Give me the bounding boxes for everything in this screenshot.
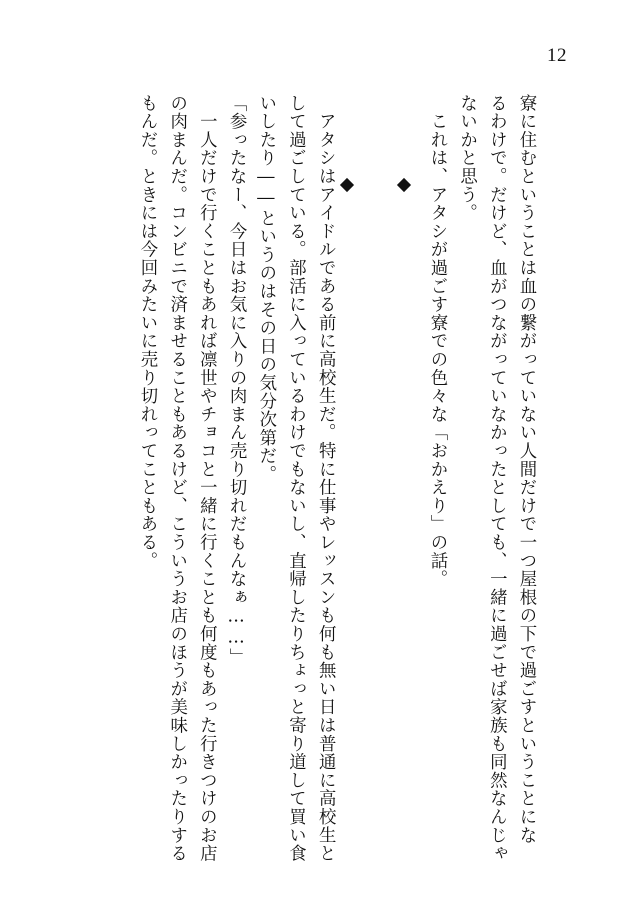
text-line: るわけで。だけど、血がつながっていなかったとしても、一緒に過ごせば家族も同然なんじゃ — [486, 94, 507, 863]
text-line: もんだ。ときには今回みたいに売り切れってこともある。 — [136, 94, 157, 570]
text-line: ないかと思う。 — [456, 94, 477, 223]
diamond-separator-icon — [397, 178, 411, 192]
text-line: 「参ったなー、今日はお気に入りの肉まん売り切れだもんなぁ……」 — [226, 94, 247, 667]
section-separator — [339, 94, 413, 854]
text-line: アタシはアイドルである前に高校生だ。特に仕事やレッスンも何も無い日は普通に高校生と — [315, 94, 336, 863]
text-line: して過ごしている。部活に入っているわけでもないし、直帰したりちょっと寄り道して買い食 — [285, 94, 306, 863]
text-line: 寮に住むということは血の繋がっていない人間だけで一つ屋根の下で過ごすということにな — [516, 94, 536, 845]
text-line: いしたり――というのはその日の気分次第だ。 — [255, 94, 276, 484]
vertical-text-body — [131, 94, 540, 863]
page-number: 12 — [547, 45, 567, 66]
section-gap — [413, 94, 421, 854]
text-line: の肉まんだ。コンビニで済ませることもあるけど、こういうお店のほうが美味しかったりする — [166, 94, 187, 863]
diamond-separator-icon — [340, 178, 354, 192]
text-line: 一人だけで行くこともあれば凛世やチョコと一緒に行くことも何度もあった行きつけのお店 — [196, 94, 217, 863]
text-line: これは、アタシが過ごす寮での色々な「おかえり」の話。 — [426, 94, 447, 589]
